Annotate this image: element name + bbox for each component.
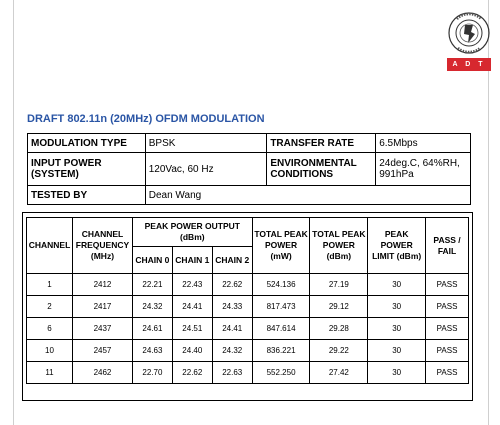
table-cell: 2457 [72,340,132,362]
table-cell: 2 [27,296,73,318]
table-cell: 24.61 [132,318,172,340]
table-cell: 22.63 [212,362,252,384]
header-pass-fail: PASS / FAIL [426,218,469,274]
table-cell: PASS [426,318,469,340]
table-cell: 29.22 [310,340,368,362]
table-cell: 24.40 [172,340,212,362]
logo-brand-bar: A D T [447,58,491,71]
table-cell: 30 [368,340,426,362]
header-peak-power-output: PEAK POWER OUTPUT (dBm) [132,218,252,247]
header-chain-1: CHAIN 1 [172,247,212,274]
table-cell: 24.41 [212,318,252,340]
table-cell: PASS [426,340,469,362]
environmental-conditions-label: ENVIRONMENTAL CONDITIONS [267,153,376,186]
table-cell: 22.43 [172,274,212,296]
header-row [27,218,469,247]
header-peak-power-limit: PEAK POWER LIMIT (dBm) [368,218,426,274]
table-row [28,186,471,205]
tested-by-value: Dean Wang [145,186,470,205]
table-cell: 24.32 [212,340,252,362]
table-row [28,153,471,186]
input-power-value: 120Vac, 60 Hz [145,153,267,186]
table-cell: 6 [27,318,73,340]
header-total-peak-power-dbm: TOTAL PEAK POWER (dBm) [310,218,368,274]
table-cell: 29.28 [310,318,368,340]
peak-power-results-table [26,217,469,384]
header-total-peak-power-mw: TOTAL PEAK POWER (mW) [252,218,310,274]
table-cell: 24.63 [132,340,172,362]
table-cell: 30 [368,318,426,340]
table-cell: 30 [368,296,426,318]
table-cell: 847.614 [252,318,310,340]
test-conditions-table [27,133,471,205]
modulation-type-label: MODULATION TYPE [28,134,146,153]
table-cell: PASS [426,296,469,318]
table-cell: 817.473 [252,296,310,318]
table-cell: 2417 [72,296,132,318]
table-row [27,340,469,362]
table-row [27,296,469,318]
table-cell: 10 [27,340,73,362]
table-cell: 22.62 [172,362,212,384]
input-power-label: INPUT POWER (SYSTEM) [28,153,146,186]
transfer-rate-label: TRANSFER RATE [267,134,376,153]
table-cell: 2462 [72,362,132,384]
table-row [27,362,469,384]
table-cell: PASS [426,362,469,384]
seal-icon [447,10,491,58]
table-cell: 11 [27,362,73,384]
table-cell: 29.12 [310,296,368,318]
environmental-conditions-value: 24deg.C, 64%RH, 991hPa [376,153,471,186]
table-cell: 2437 [72,318,132,340]
table-cell: 836.221 [252,340,310,362]
tested-by-label: TESTED BY [28,186,146,205]
table-row [28,134,471,153]
table-cell: 524.136 [252,274,310,296]
table-cell: 30 [368,274,426,296]
table-row [27,274,469,296]
table-cell: 24.51 [172,318,212,340]
table-cell: 30 [368,362,426,384]
modulation-type-value: BPSK [145,134,267,153]
header-chain-2: CHAIN 2 [212,247,252,274]
section-title: DRAFT 802.11n (20MHz) OFDM MODULATION [27,113,265,125]
table-cell: 22.21 [132,274,172,296]
table-cell: 27.19 [310,274,368,296]
table-cell: 22.70 [132,362,172,384]
table-cell: 1 [27,274,73,296]
table-cell: 27.42 [310,362,368,384]
table-cell: 24.32 [132,296,172,318]
header-chain-0: CHAIN 0 [132,247,172,274]
bureau-veritas-logo [447,10,491,72]
table-cell: 24.41 [172,296,212,318]
table-cell: PASS [426,274,469,296]
header-channel-frequency: CHANNEL FREQUENCY (MHz) [72,218,132,274]
table-cell: 2412 [72,274,132,296]
table-cell: 24.33 [212,296,252,318]
transfer-rate-value: 6.5Mbps [376,134,471,153]
table-row [27,318,469,340]
header-channel: CHANNEL [27,218,73,274]
table-cell: 552.250 [252,362,310,384]
table-cell: 22.62 [212,274,252,296]
